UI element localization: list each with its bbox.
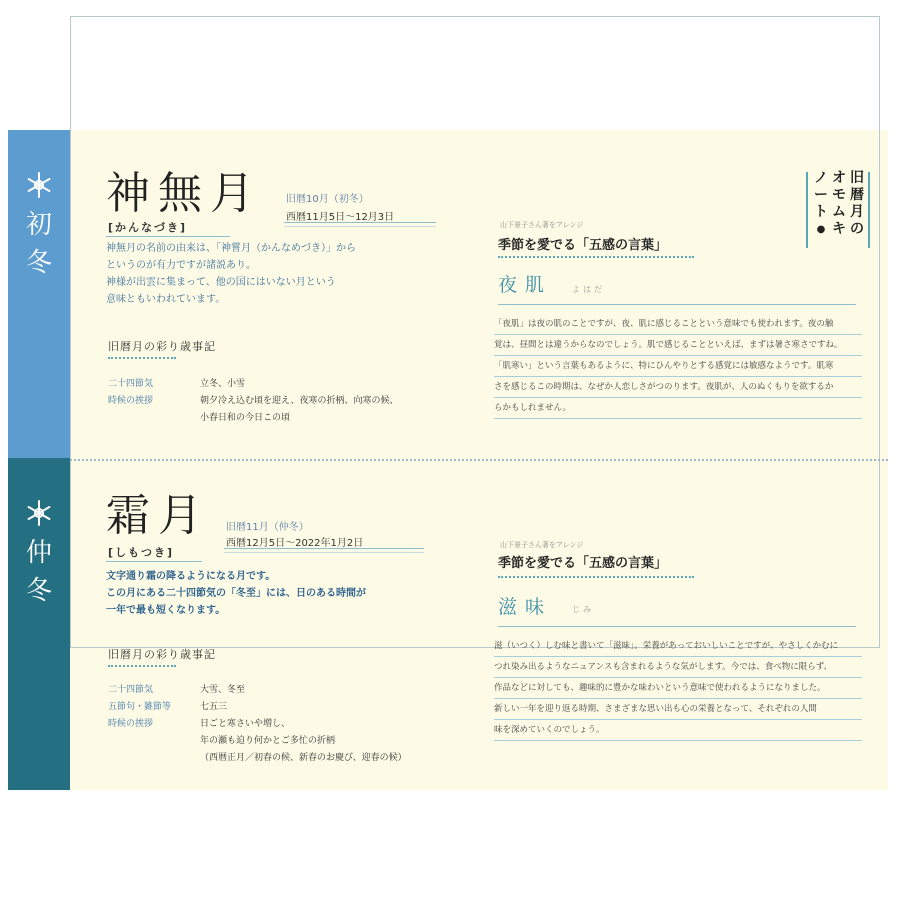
text-line: 神様が出雲に集まって、他の国にはいない月という	[106, 277, 336, 288]
text-line: 作品などに対しても、趣味的に豊かな味わいという意味で使われるようになりました。	[494, 678, 862, 699]
seireki-label: 西暦11月5日〜12月3日	[286, 212, 395, 223]
note-title	[806, 170, 870, 248]
text-line: 「夜肌」は夜の肌のことですが、夜、肌に感じることという意味でも使われます。夜の触	[494, 314, 862, 335]
month-description	[106, 240, 396, 308]
text-line: 滋（いつく）しむ味と書いて「滋味」。栄養があっておいしいことですが、やさしくかむに	[494, 636, 862, 657]
text-line: つれ染み出るようなニュアンスも含まれるような気がします。今では、食べ物に限らず、	[494, 657, 862, 678]
section-heading: 季節を愛でる「五感の言葉」	[498, 556, 668, 571]
text-line: 神無月の名前の由来は、「神嘗月（かんなめづき）」から	[106, 243, 356, 254]
month-reading: [しもつき]	[108, 546, 175, 559]
text-line: 覚は、昼間とは違うからなのでしょう。肌で感じることといえば、まずは暑さ寒さですね。	[494, 335, 862, 356]
text-line: というのが有力ですが諸説あり。	[106, 260, 256, 271]
month-reading: [かんなづき]	[108, 221, 188, 234]
moon-icon: ●	[816, 224, 826, 235]
feature-word: 滋味	[498, 596, 553, 618]
text-line: この月にある二十四節気の「冬至」には、日のある時間が	[106, 588, 366, 599]
calendar-title: 旧暦月の彩り歳事記	[108, 340, 216, 353]
section-heading: 季節を愛でる「五感の言葉」	[498, 238, 668, 253]
text-line: 新しい一年を迎り返る時期、さまざまな思い出も心の栄養となって、それぞれの人間	[494, 699, 862, 720]
feature-word: 夜肌	[498, 274, 553, 296]
feature-word-reading: よはだ	[572, 285, 605, 294]
season-tab-chuto	[8, 458, 70, 790]
calendar-row: 五節句・雑節等 七五三	[108, 702, 228, 712]
caption: 山下景子さん著をアレンジ	[500, 541, 584, 549]
text-line: 「肌寒い」という言葉もあるように、特にひんやりとする感覚には敏感なようです。肌寒	[494, 356, 862, 377]
season-label: 初 冬	[25, 210, 52, 278]
section-divider	[70, 459, 888, 461]
kyureki-label: 旧暦10月（初冬）	[286, 194, 369, 205]
season-label: 仲 冬	[25, 538, 52, 606]
text-line: らかもしれません。	[494, 398, 862, 419]
feature-paragraph	[494, 314, 862, 419]
feature-word-reading: じみ	[572, 605, 594, 614]
feature-paragraph	[494, 636, 862, 741]
text-line: 文字通り霜の降るようになる月です。	[106, 571, 276, 582]
text-line: 意味ともいわれています。	[106, 294, 226, 305]
calendar-row: 時候の挨拶 朝夕冷え込む頃を迎え、夜寒の折柄、向寒の候、	[108, 396, 399, 406]
caption: 山下景子さん著をアレンジ	[500, 221, 584, 229]
calendar-table	[108, 682, 407, 767]
calendar-row: 年の瀬も迫り何かとご多忙の折柄	[200, 736, 336, 746]
calendar-title: 旧暦月の彩り歳事記	[108, 648, 216, 661]
snowflake-icon	[24, 170, 54, 200]
calendar-row: （西暦正月／初春の候、新春のお慶び、迎春の候）	[200, 753, 407, 763]
calendar-table	[108, 376, 399, 427]
calendar-row: 二十四節気 大雪、冬至	[108, 685, 246, 695]
month-description	[106, 568, 426, 619]
kyureki-label: 旧暦11月（仲冬）	[226, 522, 309, 533]
calendar-row: 時候の挨拶 日ごと寒さいや増し、	[108, 719, 291, 729]
snowflake-icon	[24, 498, 54, 528]
seireki-label: 西暦12月5日〜2022年1月2日	[226, 538, 364, 549]
text-line: さを感じるこの時期は、なぜか人恋しさがつのります。夜肌が、人のぬくもりを欲するか	[494, 377, 862, 398]
note-title-col: オ モ ム キ	[832, 170, 846, 237]
note-title-col: ノ ー ト ●	[812, 170, 830, 238]
text-line: 一年で最も短くなります。	[106, 605, 226, 616]
season-tab-shoto	[8, 130, 70, 458]
text-line: 味を深めていくのでしょう。	[494, 720, 862, 741]
calendar-row: 二十四節気 立冬、小雪	[108, 379, 246, 389]
note-title-col: 旧 暦 月 の	[850, 170, 864, 237]
month-title: 神無月	[106, 168, 262, 219]
calendar-row: 小春日和の今日この頃	[200, 413, 291, 423]
month-title: 霜月	[106, 490, 210, 541]
